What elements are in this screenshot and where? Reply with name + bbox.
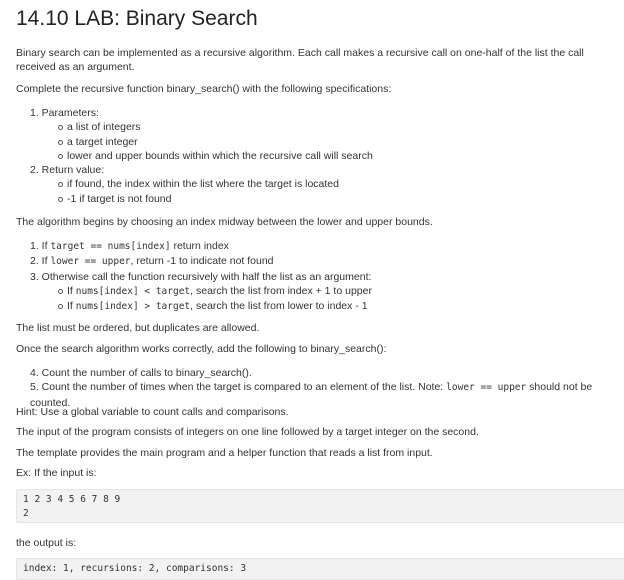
example-input-line: 2	[23, 508, 29, 519]
code-snippet: target == nums[index]	[50, 241, 171, 252]
code-snippet: lower == upper	[446, 382, 527, 394]
code-snippet: lower == upper	[50, 256, 131, 268]
returns-label: 2. Return value:	[30, 164, 105, 177]
algo-step-2: 2. If lower == upper, return -1 to indicate not found	[30, 255, 274, 268]
param-item: a target integer	[30, 135, 373, 149]
once-paragraph: Once the search algorithm works correctly, add the following to binary_search():	[16, 343, 387, 355]
params-label: 1. Parameters:	[30, 107, 99, 119]
example-label: Ex: If the input is:	[16, 467, 97, 479]
example-input-line: 1 2 3 4 5 6 7 8 9	[23, 494, 121, 505]
input-paragraph: The input of the program consists of integers on one line followed by a target integer on the second.	[16, 426, 479, 438]
example-output-line: index: 1, recursions: 2, comparisons: 3	[23, 563, 247, 574]
param-item: lower and upper bounds within which the recursive call will search	[30, 149, 373, 163]
algo-step-1: 1. If target == nums[index] return index	[30, 240, 229, 252]
template-paragraph: The template provides the main program and a helper function that reads a list from input.	[16, 447, 433, 459]
param-item: a list of integers	[30, 120, 373, 134]
algo-intro: The algorithm begins by choosing an index midway between the lower and upper bounds.	[16, 216, 433, 228]
algo-step-3: 3. Otherwise call the function recursively with half the list as an argument:	[30, 270, 372, 283]
complete-paragraph: Complete the recursive function binary_search() with the following specifications:	[16, 83, 392, 95]
code-snippet: nums[index] < target	[75, 285, 191, 297]
algo-substep: If nums[index] > target, search the list from lower to index - 1	[30, 299, 372, 314]
page-title: 14.10 LAB: Binary Search	[16, 7, 258, 30]
output-label: the output is:	[16, 537, 77, 549]
return-item: -1 if target is not found	[30, 192, 373, 206]
return-item: if found, the index within the list where the target is located	[30, 177, 373, 191]
code-snippet: nums[index] > target	[75, 301, 191, 313]
algo-sublist	[30, 284, 372, 315]
extra-item-5: 5. Count the number of times when the target is compared to an element of the list. Note: lower == upper should not be counted.	[30, 381, 593, 409]
intro-paragraph: Binary search can be implemented as a recursive algorithm. Each call makes a recursive call on one-half of the list the call received as an argument.	[16, 47, 584, 73]
example-output-block	[16, 558, 624, 580]
algo-list	[30, 239, 372, 314]
extra-item-4: 4. Count the number of calls to binary_search().	[30, 367, 252, 379]
ordered-paragraph: The list must be ordered, but duplicates are allowed.	[16, 322, 260, 334]
example-input-block	[16, 489, 624, 523]
algo-substep: If nums[index] < target, search the list from index + 1 to upper	[30, 284, 372, 299]
hint-paragraph: Hint: Use a global variable to count calls and comparisons.	[16, 406, 289, 418]
spec-list	[30, 106, 373, 206]
returns-sublist	[30, 177, 373, 206]
extra-list	[30, 366, 624, 410]
params-sublist	[30, 120, 373, 163]
